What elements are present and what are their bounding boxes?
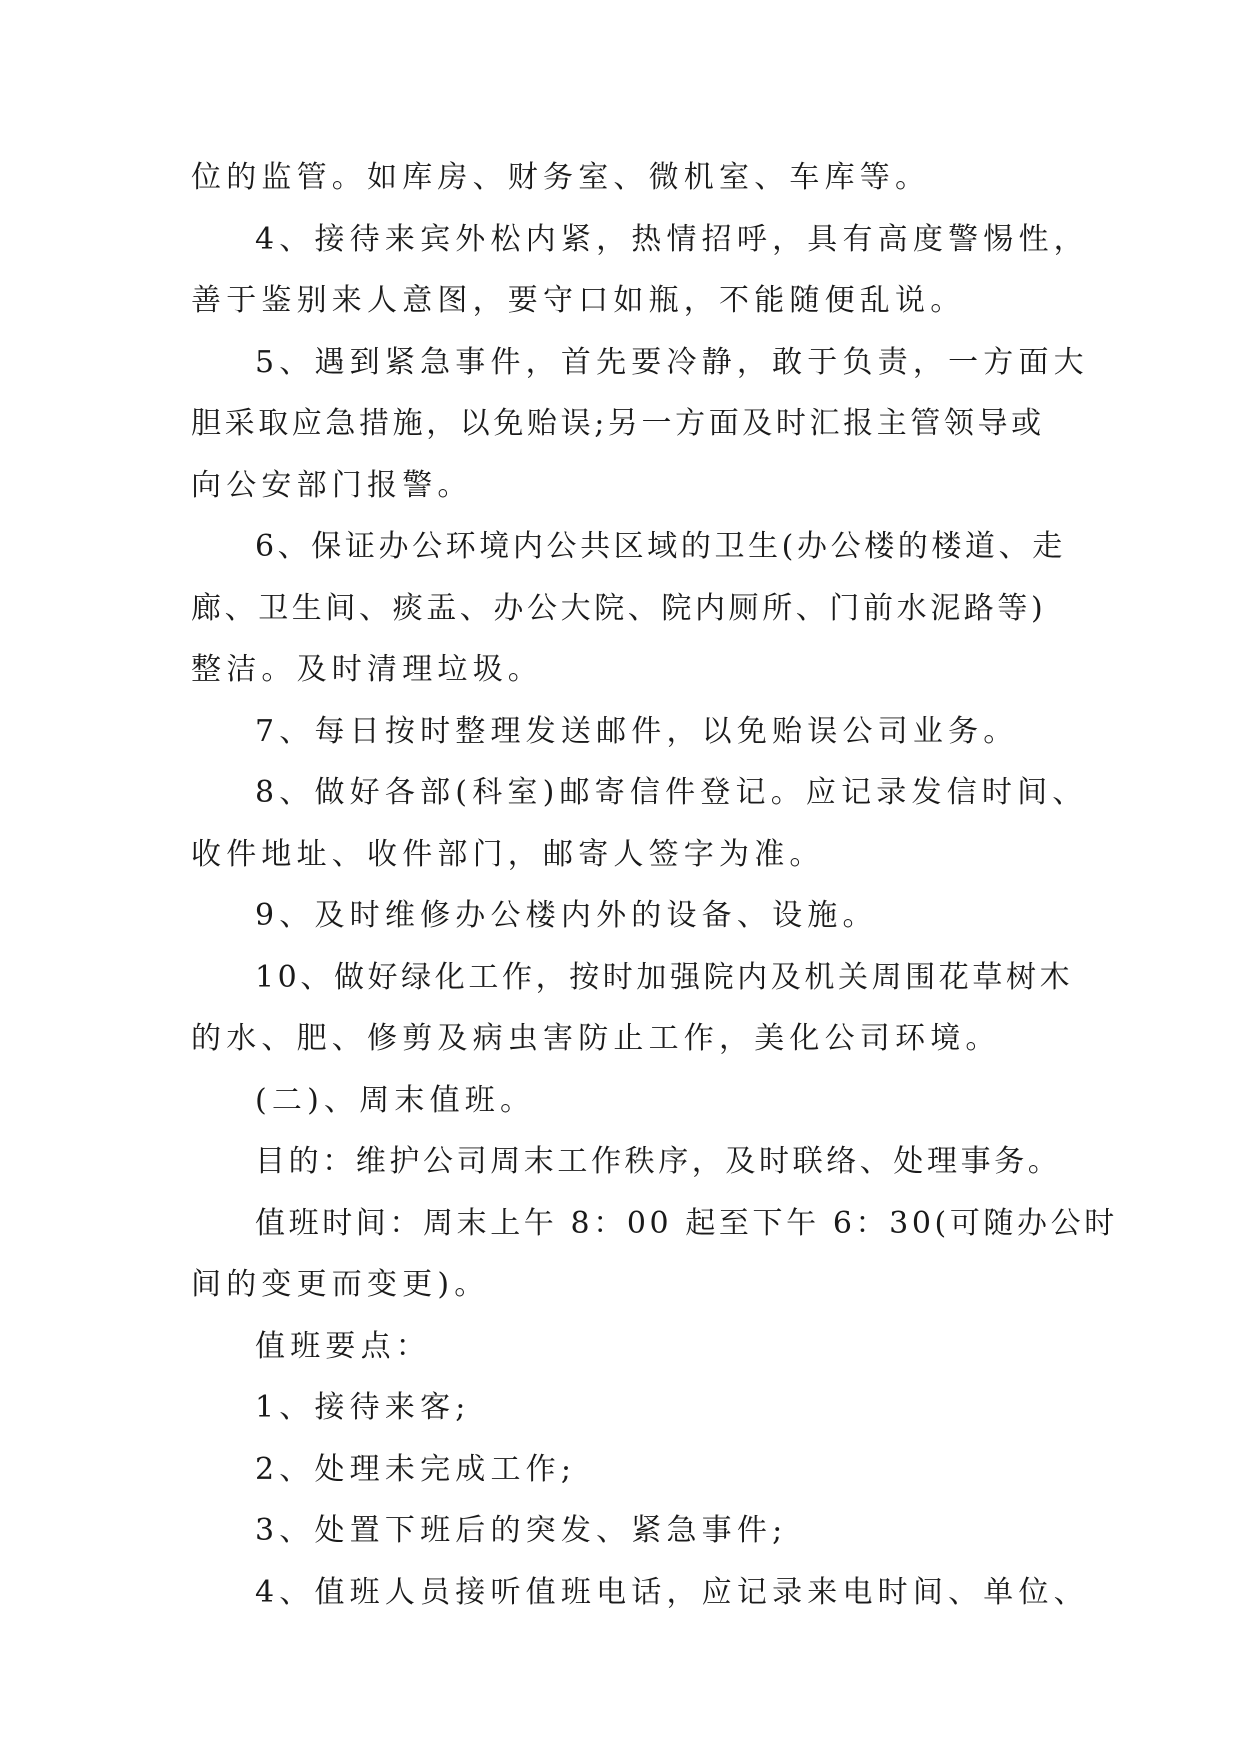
text-line: 3、处置下班后的突发、紧急事件; (255, 1513, 788, 1548)
text-line: 10、做好绿化工作，按时加强院内及机关周围花草树木 (255, 959, 1074, 995)
text-line: 8、做好各部(科室)邮寄信件登记。应记录发信时间、 (255, 775, 1088, 810)
text-line: 善于鉴别来人意图，要守口如瓶，不能随便乱说。 (191, 283, 966, 318)
text-line: 值班要点： (255, 1328, 431, 1364)
text-line: 目的：维护公司周末工作秩序，及时联络、处理事务。 (255, 1144, 1062, 1179)
text-line: 收件地址、收件部门，邮寄人签字为准。 (191, 836, 825, 872)
text-line: 9、及时维修办公楼内外的设备、设施。 (255, 898, 878, 933)
text-line: 廊、卫生间、痰盂、办公大院、院内厕所、门前水泥路等) (191, 590, 1047, 626)
text-line: 7、每日按时整理发送邮件，以免贻误公司业务。 (255, 713, 1019, 749)
text-line: 间的变更而变更)。 (191, 1267, 490, 1302)
text-line: 5、遇到紧急事件，首先要冷静，敢于负责，一方面大 (255, 344, 1089, 380)
text-line: 1、接待来客; (255, 1390, 471, 1425)
text-line: 位的监管。如库房、财务室、微机室、车库等。 (191, 160, 931, 195)
text-line: 2、处理未完成工作; (255, 1451, 577, 1487)
text-line: 值班时间：周末上午 8：00 起至下午 6：30(可随办公时 (255, 1205, 1118, 1241)
text-line: 6、保证办公环境内公共区域的卫生(办公楼的楼道、走 (255, 529, 1066, 564)
document-body (191, 158, 1118, 1634)
text-line: 的水、肥、修剪及病虫害防止工作，美化公司环境。 (191, 1021, 1001, 1056)
text-line: 4、接待来宾外松内紧，热情招呼，具有高度警惕性， (255, 221, 1089, 257)
text-line: 胆采取应急措施，以免贻误;另一方面及时汇报主管领导或 (191, 406, 1045, 441)
text-line: 向公安部门报警。 (191, 467, 473, 503)
text-line: 整洁。及时清理垃圾。 (191, 652, 543, 687)
text-line: (二)、周末值班。 (255, 1082, 536, 1118)
text-line: 4、值班人员接听值班电话，应记录来电时间、单位、 (255, 1574, 1089, 1610)
